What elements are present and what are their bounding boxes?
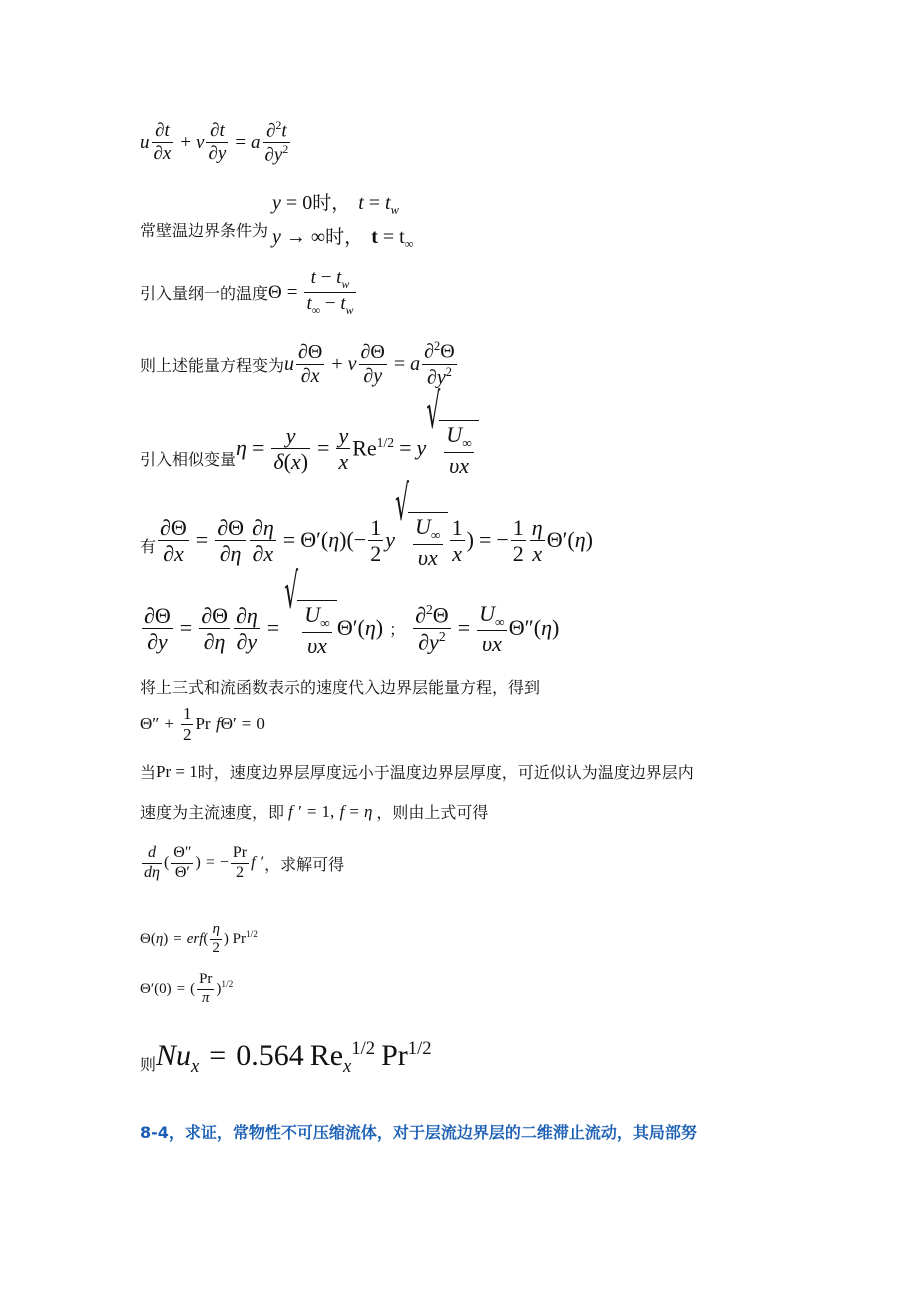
bc-wall: y = 0时， $t = t_w$ (272, 192, 399, 217)
substitute-text: 将上三式和流函数表示的速度代入边界层能量方程，得到 (140, 678, 541, 697)
energy-ode: Θ″ + $\frac{1}{2}$ Pr f Θ′ = 0 (140, 704, 265, 744)
bc-infinity: y → ∞时， $t = t_\infty$ (272, 226, 414, 251)
pr-explanation-1: 当 Pr = 1 时， 速度边界层厚度远小于温度边界层厚度，可近似认为温度边界层内 (140, 761, 694, 782)
similarity-variable: 引入相似变量 η = $\frac{y}{\delta(x)}$ = $\frac{y}{x}$ $Re^{1/2}$ = y √ $\frac{U_\infty}{\upsilon x}$ (140, 420, 479, 477)
dimensionless-temperature: 引入量纲一的温度 Θ = $\frac{t - t_w}{t_\infty - t_w}$ (140, 267, 354, 317)
nusselt-result: 则 $Nu_x$ = 0.564 $Re_x^{1/2}$ $Pr^{1/2}$ (140, 1038, 432, 1077)
bc-label: 常壁温边界条件为 (140, 220, 269, 240)
energy-equation: u $\frac{\partial t}{\partial x}$ + v $\frac{\partial t}{\partial y}$ = a $\frac{\partial^2t}{\partial y^2}$ (140, 119, 289, 166)
pr-explanation-2: 速度为主流速度，即 f ′ = 1, f = η ，则由上式可得 (140, 801, 489, 822)
problem-heading: 8-4，求证，常物性不可压缩流体，对于层流边界层的二维滞止流动，其局部努 (140, 1123, 697, 1142)
theta-solution: Θ( η ) = erf ( $\frac{\eta}{2}$ ) $Pr^{1/2}$ (140, 921, 258, 956)
boundary-conditions (140, 188, 414, 252)
derivative-y: $\frac{\partial\Theta}{\partial y}$ = $\frac{\partial\Theta}{\partial\eta}$ $\frac{\partial\eta}{\partial y}$ = √ $\frac{U_\infty}{\upsilon x}$ Θ′( η ) ； $\frac{\partial^2\Theta}{\partial y^2}$ = $\frac{U_\infty}{\upsilon x}$ Θ″( η ) (144, 565, 560, 658)
theta-prime-zero: Θ′(0) = ( $\frac{Pr}{\pi}$ )$^{1/2}$ (140, 971, 234, 1006)
transformed-energy-equation: 则上述能量方程变为 u $\frac{\partial\Theta}{\partial x}$ + v $\frac{\partial\Theta}{\partial y}$ = a $\frac{\partial^2\Theta}{\partial y^2}$ (140, 339, 455, 389)
ratio-ode: $\frac{d}{d\eta}$ ( $\frac{\Theta''}{\Theta'}$ ) = − $\frac{Pr}{2}$ f ′ ，求解可得 (144, 844, 345, 881)
derivative-x: 有 $\frac{\partial\Theta}{\partial x}$ = $\frac{\partial\Theta}{\partial\eta}$ $\frac{\partial\eta}{\partial x}$ = Θ′( η )(− $\frac{1}{2}$ y √ $\frac{U_\infty}{\upsilon x}$ $\frac{1}{x}$ ) = − $\frac{1}{2}$ $\frac{\eta}{x}$ Θ′( η ) (140, 477, 593, 570)
